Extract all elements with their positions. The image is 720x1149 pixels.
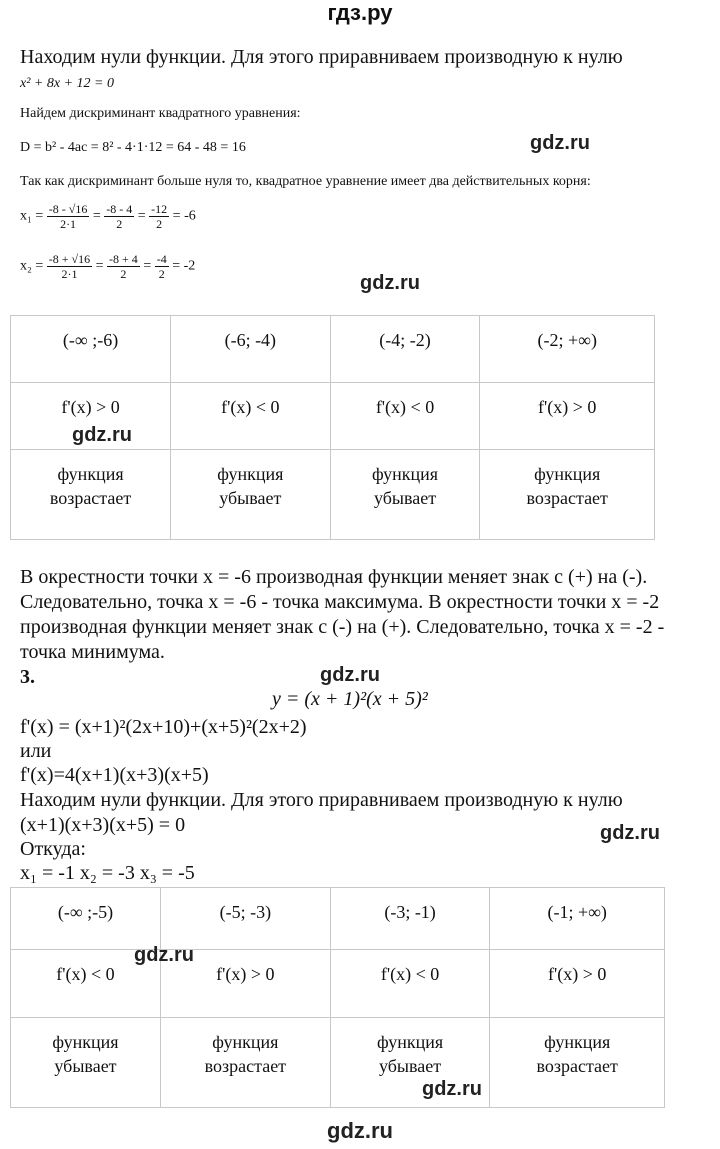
sign-cell: f'(x) > 0: [480, 383, 655, 450]
root-x1: x₁ = $\frac{-8 - √16}{2\cdot 1}$ = $\frac{-8 - 4}{2}$ = $\frac{-12}{2}$ = -6: [20, 202, 196, 231]
roots-note: Так как дискриминант больше нуля то, квадратное уравнение имеет два действительных корня:: [20, 174, 591, 189]
watermark: gdz.ru: [134, 944, 194, 966]
part3-equation: (x+1)(x+3)(x+5) = 0: [20, 814, 186, 836]
interval-cell: (-1; +∞): [490, 888, 665, 950]
behavior-cell: функция убывает: [330, 1018, 490, 1108]
x1-frac-1: $\frac{-8 - √16}{2\cdot 1}$: [48, 202, 88, 231]
watermark: gdz.ru: [600, 822, 660, 844]
behavior-cell: функция убывает: [11, 1018, 161, 1108]
table-row: [11, 450, 655, 540]
part3-intro: Находим нули функции. Для этого приравниваем производную к нулю: [20, 789, 623, 811]
watermark: gdz.ru: [422, 1078, 482, 1100]
function-formula: y = (x + 1)²(x + 5)²: [272, 688, 428, 710]
x1-result: = -6: [172, 208, 196, 224]
interval-cell: (-3; -1): [330, 888, 490, 950]
x2-frac-2: $\frac{-8 + 4}{2}$: [109, 252, 138, 281]
root-x2: x₂ = $\frac{-8 + √16}{2\cdot 1}$ = $\frac{-8 + 4}{2}$ = $\frac{-4}{2}$ = -2: [20, 252, 196, 281]
behavior-cell: функция возрастает: [160, 1018, 330, 1108]
sign-cell: f'(x) > 0: [160, 950, 330, 1018]
part2-equation: x² + 8x + 12 = 0: [20, 76, 114, 91]
interval-cell: (-∞ ;-6): [11, 316, 171, 383]
site-header: гдз.ру: [327, 0, 393, 25]
footer-watermark: gdz.ru: [327, 1118, 393, 1143]
watermark: gdz.ru: [360, 272, 420, 294]
derivative-simplified: f'(x)=4(x+1)(x+3)(x+5): [20, 764, 209, 786]
sign-cell: f'(x) < 0: [171, 383, 331, 450]
x1-frac-2: $\frac{-8 - 4}{2}$: [106, 202, 133, 231]
interval-cell: (-2; +∞): [480, 316, 655, 383]
x2-frac-1: $\frac{-8 + √16}{2\cdot 1}$: [48, 252, 91, 281]
x2-result: = -2: [172, 258, 196, 274]
x1-label: x₁ =: [20, 208, 44, 224]
watermark: gdz.ru: [320, 664, 380, 686]
disc-heading: Найдем дискриминант квадратного уравнения:: [20, 106, 301, 121]
interval-cell: (-6; -4): [171, 316, 331, 383]
disc-formula: D = b² - 4ac = 8² - 4·1·12 = 64 - 48 = 16: [20, 140, 246, 155]
interval-cell: (-∞ ;-5): [11, 888, 161, 950]
conclusion-line-1: В окрестности точки x = -6 производная функции меняет знак с (+) на (-).: [20, 566, 648, 588]
sign-cell: f'(x) < 0: [330, 950, 490, 1018]
sign-cell: f'(x) > 0: [490, 950, 665, 1018]
watermark: gdz.ru: [530, 132, 590, 154]
watermark: gdz.ru: [72, 424, 132, 446]
behavior-cell: функция возрастает: [11, 450, 171, 540]
behavior-cell: функция убывает: [330, 450, 480, 540]
x1-frac-3: $\frac{-12}{2}$: [151, 202, 168, 231]
table-row: [11, 1018, 665, 1108]
whence-text: Откуда:: [20, 838, 86, 860]
sign-cell: f'(x) > 0: [11, 383, 171, 450]
behavior-cell: функция возрастает: [490, 1018, 665, 1108]
conclusion-line-3: производная функции меняет знак с (-) на (+). Следовательно, точка x = -2 -: [20, 616, 665, 638]
interval-cell: (-4; -2): [330, 316, 480, 383]
x2-label: x₂ =: [20, 258, 44, 274]
part2-intro: Находим нули функции. Для этого приравниваем производную к нулю: [20, 46, 623, 68]
sign-cell: f'(x) < 0: [11, 950, 161, 1018]
table-row: [11, 888, 665, 950]
conclusion-line-4: точка минимума.: [20, 641, 165, 663]
x2-frac-3: $\frac{-4}{2}$: [156, 252, 167, 281]
sign-cell: f'(x) < 0: [330, 383, 480, 450]
table-row: [11, 950, 665, 1018]
table-row: [11, 316, 655, 383]
behavior-cell: функция возрастает: [480, 450, 655, 540]
conclusion-line-2: Следовательно, точка x = -6 - точка максимума. В окрестности точки x = -2: [20, 591, 660, 613]
or-text: или: [20, 740, 52, 762]
derivative: f'(x) = (x+1)²(2x+10)+(x+5)²(2x+2): [20, 716, 307, 738]
interval-cell: (-5; -3): [160, 888, 330, 950]
task-number: 3.: [20, 666, 35, 688]
roots-list: x₁ = -1 x₂ = -3 x₃ = -5: [20, 862, 195, 884]
behavior-cell: функция убывает: [171, 450, 331, 540]
sign-table-2: [10, 887, 665, 1108]
